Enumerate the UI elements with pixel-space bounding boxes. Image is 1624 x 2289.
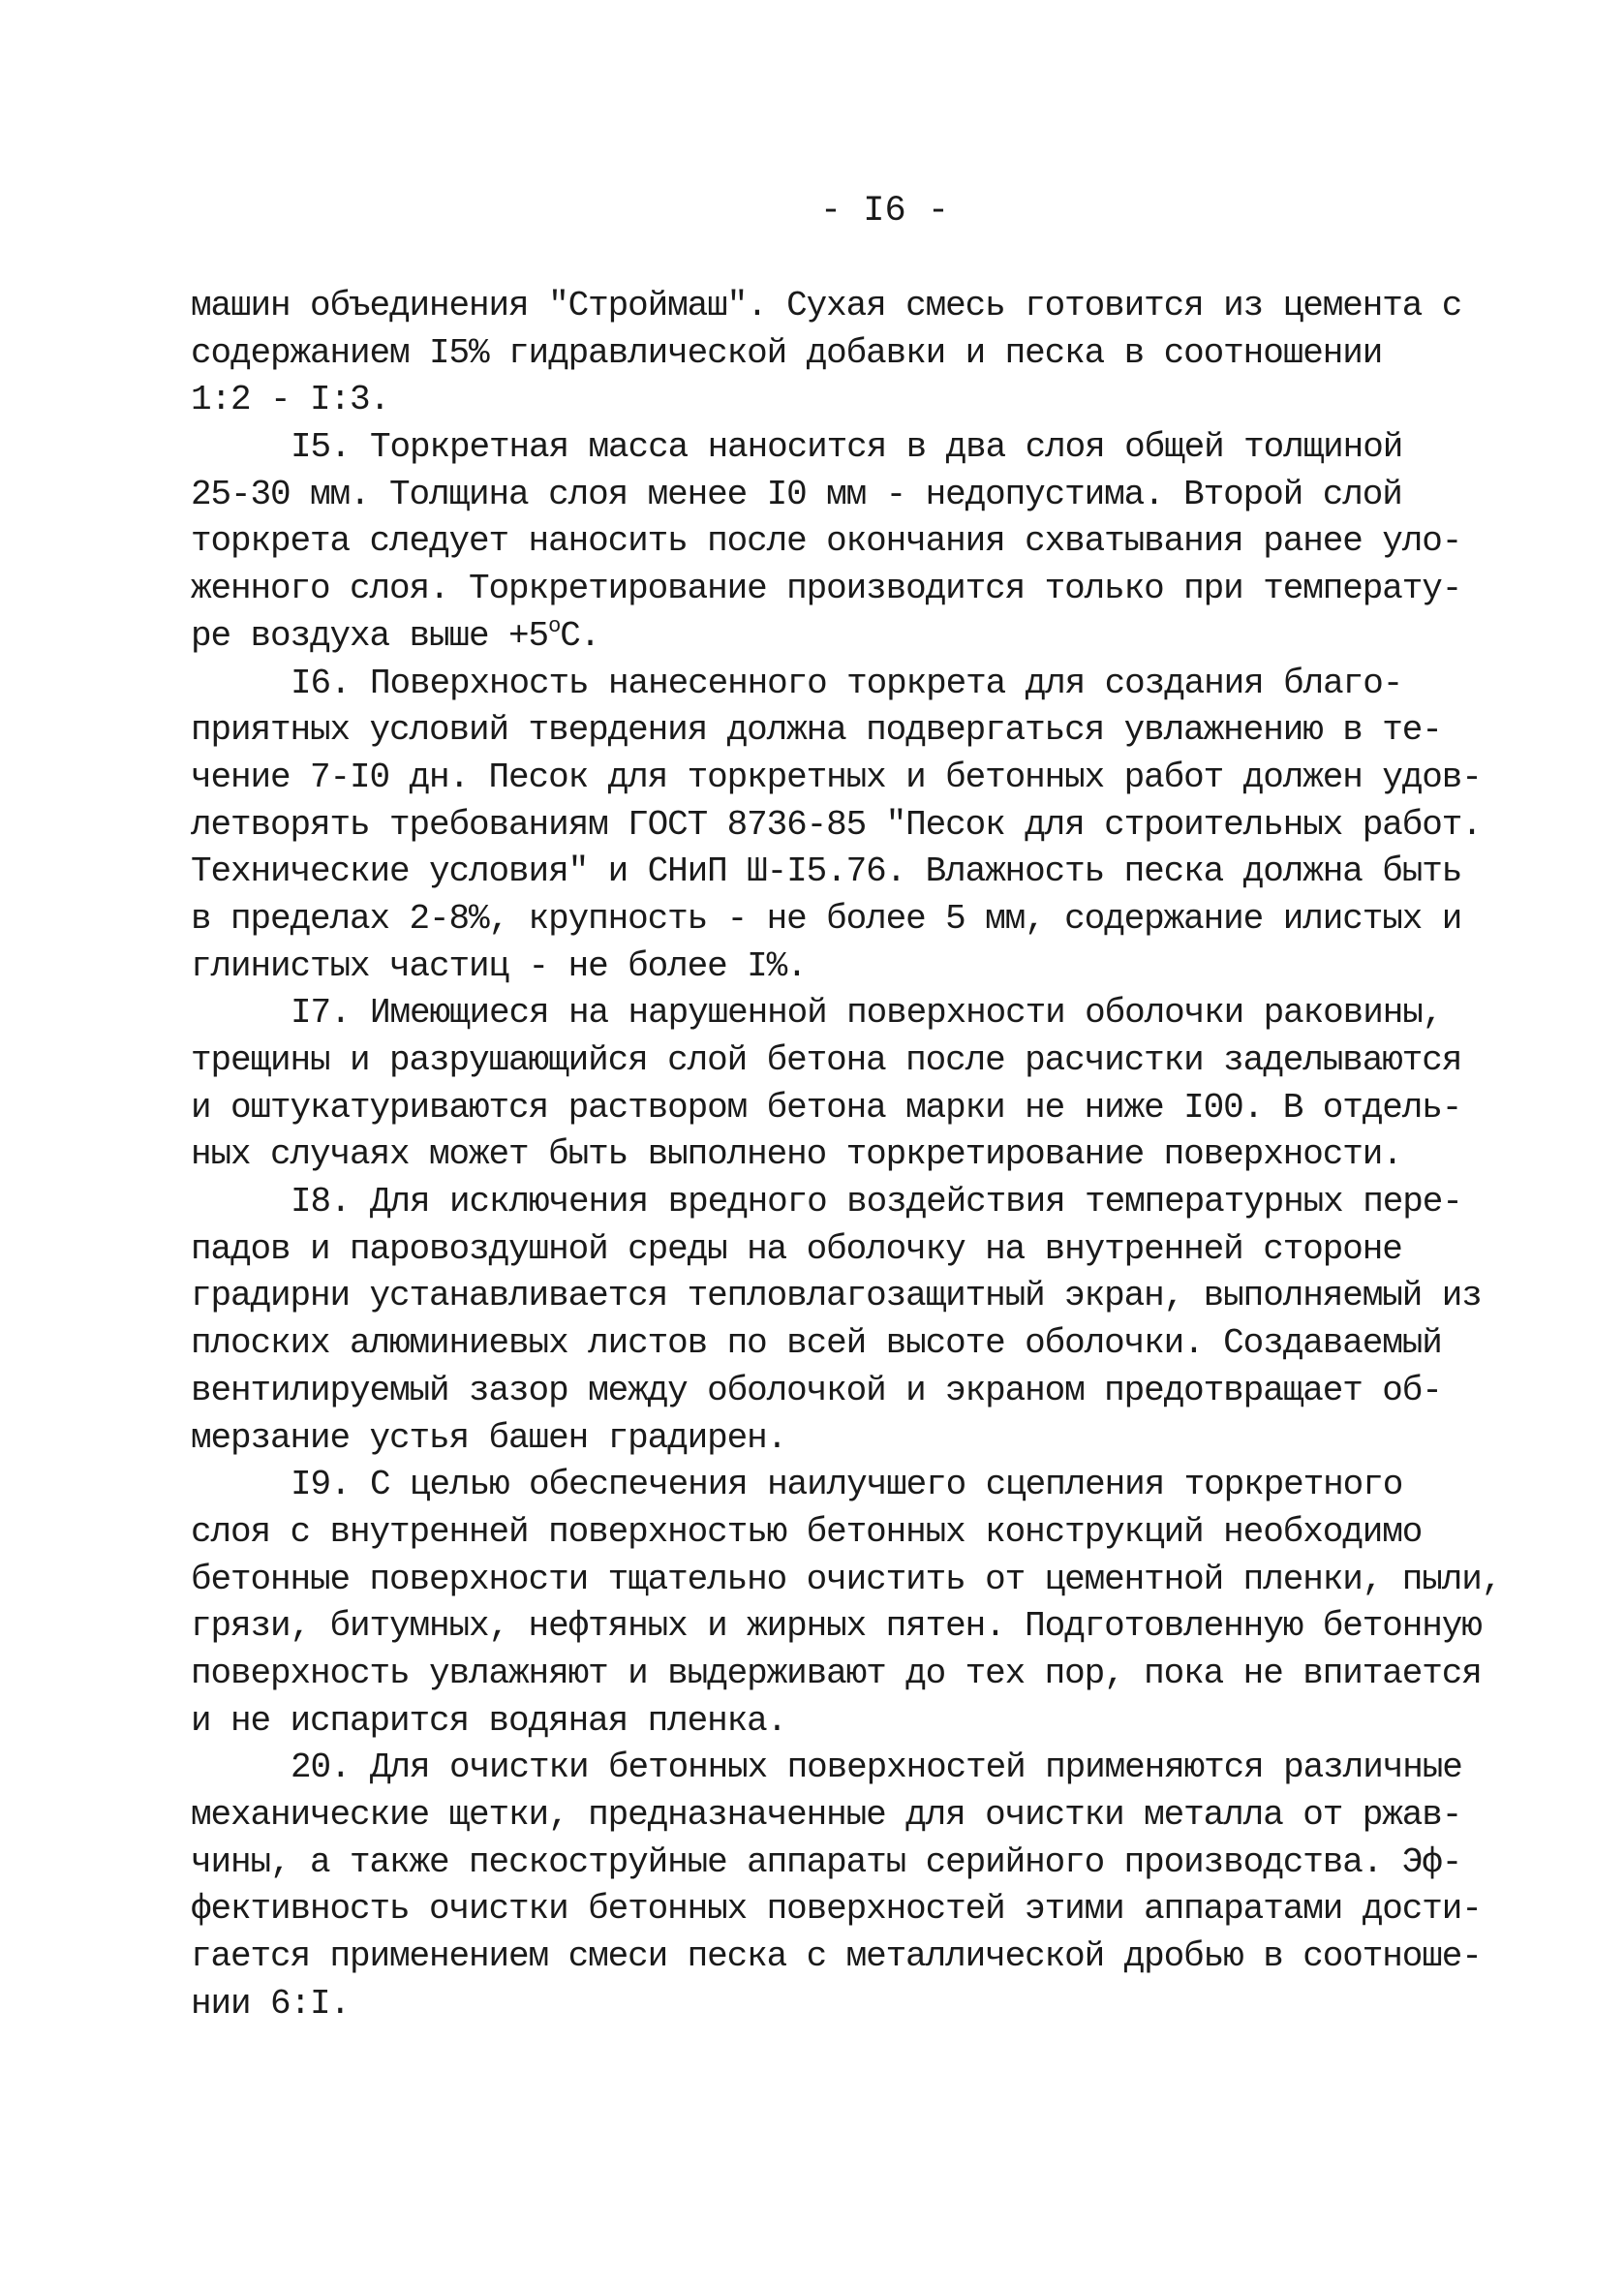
- line-text: и не испарится водяная пленка.: [191, 1700, 787, 1741]
- line-text: торкрета следует наносить после окончания схватывания ранее уло-: [191, 521, 1462, 562]
- text-line: [191, 896, 1488, 943]
- line-text: падов и паровоздушной среды на оболочку на внутренней стороне: [191, 1228, 1402, 1269]
- text-line: [191, 1085, 1488, 1132]
- text-line: [191, 802, 1488, 850]
- line-text: I5. Торкретная масса наносится в два слоя общей толщиной: [291, 427, 1403, 468]
- line-text: слоя с внутренней поверхностью бетонных конструкций необходимо: [191, 1511, 1423, 1552]
- line-text: плоских алюминиевых листов по всей высоте оболочки. Создаваемый: [191, 1323, 1442, 1364]
- text-line: [191, 943, 1488, 991]
- text-line: [191, 1792, 1488, 1840]
- text-line: [191, 849, 1488, 896]
- text-line: [191, 283, 1488, 330]
- text-line: [191, 1698, 1488, 1746]
- line-text: 1:2 - I:3.: [191, 380, 390, 420]
- text-line: [191, 1415, 1488, 1463]
- paragraph-start-line: [191, 990, 1488, 1037]
- line-text: фективность очистки бетонных поверхностей этими аппаратами дости-: [191, 1889, 1482, 1930]
- line-text: женного слоя. Торкретирование производится только при температу-: [191, 569, 1462, 609]
- text-line: [191, 472, 1488, 519]
- line-text: мерзание устья башен градирен.: [191, 1417, 787, 1458]
- line-text: гается применением смеси песка с металлической дробью в соотноше-: [191, 1936, 1482, 1977]
- line-text: I6. Поверхность нанесенного торкрета для создания благо-: [291, 663, 1403, 703]
- text-line: [191, 1226, 1488, 1274]
- line-text: приятных условий твердения должна подвергаться увлажнению в те-: [191, 710, 1442, 751]
- paragraph-start-line: [191, 424, 1488, 472]
- paragraph-start-line: [191, 1462, 1488, 1509]
- page-number: - I6 -: [819, 191, 950, 232]
- line-text: бетонные поверхности тщательно очистить от цементной пленки, пыли,: [191, 1559, 1502, 1599]
- text-line: [191, 1981, 1488, 2028]
- text-line: [191, 1840, 1488, 1887]
- text-line: [191, 377, 1488, 424]
- body-text: [191, 283, 1502, 2027]
- paragraph-start-line: [191, 661, 1488, 708]
- text-line: [191, 1320, 1488, 1368]
- line-text: 25-30 мм. Толщина слоя менее I0 мм - недопустима. Второй слой: [191, 474, 1402, 514]
- line-text: градирни устанавливается тепловлагозащитный экран, выполняемый из: [191, 1276, 1482, 1316]
- line-text: ных случаях может быть выполнено торкретирование поверхности.: [191, 1134, 1402, 1175]
- line-text: летворять требованиям ГОСТ 8736-85 "Песок для строительных работ.: [191, 804, 1482, 845]
- paragraph-start-line: [191, 1179, 1488, 1226]
- text-line: [191, 1651, 1488, 1698]
- text-line: [191, 1131, 1488, 1179]
- line-text: I8. Для исключения вредного воздействия температурных пере-: [291, 1182, 1462, 1222]
- text-line: [191, 1273, 1488, 1320]
- text-line: [191, 707, 1488, 755]
- line-text: ре воздуха выше +5: [191, 615, 549, 656]
- line-text: механические щетки, предназначенные для очистки металла от ржав-: [191, 1795, 1462, 1835]
- text-line: [191, 566, 1488, 613]
- line-text: в пределах 2-8%, крупность - не более 5 мм, содержание илистых и: [191, 898, 1462, 939]
- line-text: вентилируемый зазор между оболочкой и экраном предотвращает об-: [191, 1370, 1442, 1410]
- paragraph-start-line: [191, 1745, 1488, 1792]
- text-line: [191, 1368, 1488, 1415]
- line-text: и оштукатуриваются раствором бетона марки не ниже I00. В отдель-: [191, 1087, 1462, 1128]
- line-text: чение 7-I0 дн. Песок для торкретных и бетонных работ должен удов-: [191, 757, 1482, 797]
- line-text: нии 6:I.: [191, 1983, 351, 2024]
- line-text: грязи, битумных, нефтяных и жирных пятен. Подготовленную бетонную: [191, 1606, 1482, 1647]
- text-line: [191, 755, 1488, 802]
- text-line: [191, 1557, 1502, 1604]
- line-text: I7. Имеющиеся на нарушенной поверхности оболочки раковины,: [291, 993, 1443, 1034]
- text-line: [191, 1886, 1488, 1933]
- line-text: поверхность увлажняют и выдерживают до тех пор, пока не впитается: [191, 1653, 1482, 1693]
- line-text: 20. Для очистки бетонных поверхностей применяются различные: [291, 1748, 1462, 1788]
- text-line: [191, 330, 1488, 378]
- line-text: I9. С целью обеспечения наилучшего сцепления торкретного: [291, 1465, 1403, 1505]
- text-line: [191, 1509, 1488, 1557]
- text-line: [191, 518, 1488, 566]
- line-text: машин объединения "Строймаш". Сухая смесь готовится из цемента с: [191, 286, 1462, 325]
- text-line: [191, 613, 1488, 661]
- line-text: трещины и разрушающийся слой бетона после расчистки заделываются: [191, 1040, 1462, 1080]
- line-text: Технические условия" и СНиП Ш-I5.76. Влажность песка должна быть: [191, 851, 1462, 892]
- line-text-suffix: С.: [560, 615, 600, 656]
- text-line: [191, 1037, 1488, 1085]
- text-line: [191, 1603, 1488, 1651]
- text-line: [191, 1933, 1488, 1981]
- line-text: чины, а также пескоструйные аппараты серийного производства. Эф-: [191, 1841, 1462, 1882]
- degree-superscript: о: [548, 613, 561, 638]
- line-text: содержанием I5% гидравлической добавки и песка в соотношении: [191, 332, 1383, 373]
- line-text: глинистых частиц - не более I%.: [191, 945, 807, 986]
